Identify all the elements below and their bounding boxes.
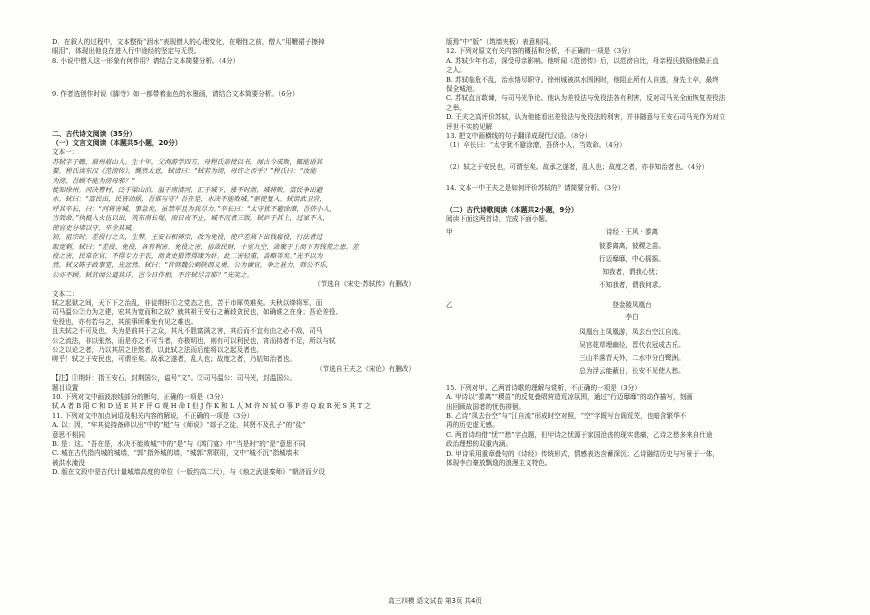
text-line: 13. 把文中画横线的句子翻译成现代汉语。（8分） — [446, 132, 592, 141]
answer-space — [446, 194, 818, 206]
page-footer: 高三四模 语文试卷 第3页 共4页 — [388, 597, 482, 605]
text-line: 取宽剩。轼曰：“差役、免役，各有利害。免役之害，掊敛民财，十室九空，敛聚于上而下有钱荒之患。差 — [52, 242, 359, 251]
text-line: 被洪水淹没 — [52, 458, 85, 467]
text-line: A. 甲诗以“黍离”“稷苗”的反复叠唱营造荒凉氛围，通过“行迈靡靡”的动作描写，刻画 — [446, 393, 693, 402]
text-line: C. 城在古代指内城的城墙，“郭”指外城的墙，“城郭”常联用，文中“城不沉”指城墙未 — [52, 449, 299, 458]
text-line: 司马温公②力为之建，宏其为宽而和之故？就其祖王安石之蓄歧贪民也，如确谁之在身；吾论差役、 — [52, 308, 343, 317]
right-bottom-block — [446, 384, 818, 469]
answer-space — [52, 78, 415, 90]
text-line: 出回顾故国者的忧伤徘徊。 — [446, 402, 526, 411]
text-line: 眼泪”，体现出他良在进入行中途经的坚定与无畏。 — [52, 47, 201, 56]
text-line: 要。程氏读东汉《范滂传》，慨然太息，轼请曰：“轼若为滂，母许之否乎？”程氏曰：“汝能 — [52, 167, 317, 176]
poem-title: 诗经 · 王风 · 黍离 — [605, 227, 659, 236]
text-line: 12. 下列对原文有关内容的概括和分析，不正确的一项是（3分） — [446, 47, 635, 56]
text-line: 之举。 — [446, 103, 466, 112]
poem-tag: 乙 — [446, 300, 453, 309]
text-line: D. 版在文段中是古代计量城墙高度的单位（一版约高二尺），与《烛之武退秦师》“朝济而夕设 — [52, 468, 326, 477]
answer-space — [52, 66, 415, 78]
text-line: 【注】①荆轩：指王安石，封荆国公，谥号“文”。②司马温公：司马光，封温国公。 — [52, 374, 297, 383]
text-line: B. 是：这。“吾在是，水决不能败城”中的“是”与《鸿门宴》中“当是时”的“是”意思不同 — [52, 440, 306, 449]
section-heading: （一）文言文阅读（本题共5小题，20分） — [52, 139, 182, 148]
text-line: 嗟乎！轼之于安民也，可谓至矣。故承之遂者，乱人也；故度之者，乃姑知治者也。 — [52, 355, 296, 364]
poem-body — [446, 301, 818, 378]
text-line: 然。轼又陈于政事堂，光忿然。轼曰：“昔韩魏公刺陕西义勇，公为谏官，争之甚力，韩公不乐， — [52, 261, 333, 270]
text-line: D．在叙人的过程中，文本整衔“洇水”表现僧人的心理变化，在咽性之前，僧人“用鞭裙子擦掉 — [52, 38, 325, 46]
text-line: A. 以：因，“牢其徒持备碎以出”中的“梃”与《师说》“郯子之徒，其贤不及孔子”的“徒” — [52, 421, 306, 430]
poem-line: 吴宫花草埋幽径，晋代衣冠成古丘。 — [579, 340, 685, 349]
text-line: 轼之起狱之间，天下下之治乱，非徒荆轩①之党态之也，苦于市犀英难矣。夫秋以绛将军，而 — [52, 298, 323, 307]
text-line: B. 乙诗“凤去台空”与“江自流”形成时空对照，“空”字既写台阁荒芜，也暗含繁华不 — [446, 411, 687, 420]
text-line: 且夫轼之不可及也，夫为是前其于之众，其凡不胜富满之害，其后而不宜有由之必不敌，司马 — [52, 327, 323, 336]
text-line: 文本二： — [52, 289, 79, 298]
text-line: 意思不相同 — [52, 430, 85, 439]
text-line: 政治理想的双重内涵。 — [446, 440, 512, 449]
text-line: 9. 作者选创作时说《脚寺》如一都带着血色的水墨画，请结合文本简要分析。（6分） — [52, 90, 299, 99]
poem-tag: 甲 — [446, 227, 453, 236]
right-column — [446, 38, 818, 468]
text-line: 题目设置 — [52, 383, 79, 392]
poem-title: 登金陵凤凰台 — [612, 300, 652, 309]
text-line: 15. 下列对甲、乙两首诗歌的理解与赏析，不正确的一项是（3分） — [446, 383, 641, 392]
text-line: （节选自王夫之《宋论》有删改） — [316, 364, 415, 373]
section-heading: 二、古代诗文阅读（35分） — [52, 129, 137, 138]
text-line: C. 苏轼直言敢谏，与司马光争论。他认为差役法与免役法各有利害，反对司马光全面恢复差役法 — [446, 94, 726, 103]
poem-line: 总为浮云能蔽日，长安不见使人愁。 — [579, 366, 685, 375]
text-line: （1）卒长曰：“太守犹不避涂潦，吾侪小人，当效命。（4分） — [446, 141, 626, 150]
text-line: C. 两首诗均借“忧”“愁”字点题，但甲诗之忧源于家国沧丧的现实悲痛，乙诗之愁多来自仕途 — [446, 430, 713, 439]
left-column — [52, 38, 415, 478]
text-line: D. 王夫之高评价苏轼，认为他能看出差役法与免役法的利害，并非随意与王安石司马光作为对立 — [446, 113, 726, 122]
text-line: 徙知徐州。河决曹村，泛于梁山泊，溢于南清河，汇于城下，涨不时泄，城将败，富民争出避 — [52, 186, 323, 195]
section-heading: （二）古代诗歌阅读（本题共2小题，9分） — [446, 205, 578, 214]
text-line: 再的历史虚无感。 — [446, 421, 499, 430]
poems-block — [446, 228, 818, 378]
text-line: 轼 A 者 B 阳 C 和 D 适 E 其 F 评 G 观 H 命 I 但 J 作 K 和 L 人 M 许 N 轼 O 事 P 亦 Q 取 R 死 S 其 T 之 — [52, 402, 371, 411]
text-line: 14. 文本一中王夫之是如何评价苏轼的？请简要分析。（3分） — [446, 184, 625, 193]
text-line: 苏轼字子瞻，眉州眉山人。生十年，父洵游学四方，母程氏亲授以书，闻古今成败，辄能语其 — [52, 157, 323, 166]
text-line: 免役也，亦有若与之，其前事所难免有见之难也。 — [52, 317, 198, 326]
text-line: A. 苏轼少年有志，深受母亲影响。他听闻《范滂传》后，以范滂自比，母亲程氏鼓励他做正直 — [446, 56, 719, 65]
text-line: 水。轼曰：“富民出，民皆动摇，吾谁与守？吾在是，水决不能败城。”驱使复入。轼诣武卫营， — [52, 195, 326, 204]
poem-line: 凤凰台上凤凰游，凤去台空江自流。 — [579, 327, 685, 336]
poem-line: 行迈靡靡，中心摇摇。 — [599, 254, 665, 263]
text-line: 役之害，民常在官，不得专力于农，而贪吏猾胥得缘为奸。此二害轻重，盖略等矣。”光不以为 — [52, 251, 323, 260]
poem-author: 李白 — [625, 313, 639, 322]
answer-space — [52, 100, 415, 112]
text-line: 公之流法，非以张然，而是亦之不可当者，亦极明也，则有可以利民也，宵而持者不足，所以与轼 — [52, 336, 336, 345]
poem-line: 三山半落青天外，二水中分白鹭洲。 — [579, 353, 685, 362]
text-line: 11. 下列对文中加点词语及相关内容的解说，不正确的一项是（3分） — [52, 411, 254, 420]
text-line: 为滂，吾顾不能为滂母邪？” — [52, 176, 135, 185]
text-line: B. 苏轼临危不乱，治水恪尽职守。徐州城被洪水围困时，他阻止所有人自逃，身先士卒，最终 — [446, 75, 719, 84]
text-line: 10. 下列对文中画波浪线部分的断句，正确的一项是（3分） — [52, 393, 228, 401]
text-line: 初，祖宗时，差役行之久，生弊。王安石相神宗，改为免役，使户差高下出钱雇役，行法者过 — [52, 233, 323, 242]
poem-body — [446, 228, 818, 292]
answer-space — [446, 151, 818, 163]
text-line: 保全城池。 — [446, 85, 479, 94]
poem-1 — [446, 301, 818, 378]
poem-line: 知我者，谓我心忧； — [602, 267, 662, 276]
text-line: 版焉”中“版”（筑墙夹板）表意相同。 — [446, 38, 556, 46]
text-line: 8. 小说中僧人这一形象有何作用？请结合文本简要分析。（4分） — [52, 56, 240, 65]
poem-0 — [446, 228, 818, 292]
text-line: 公亦不顾。轼昔闻公道其详，岂今日作相，不许轼尽言耶？”光笑之。 — [52, 270, 254, 279]
poem-line: 彼黍离离，彼稷之苗。 — [599, 241, 665, 250]
text-line: （节选自《宋史·苏轼传》有删改） — [313, 280, 415, 289]
answer-space — [446, 172, 818, 184]
text-line: D. 甲诗采用重章叠句的《诗经》传统形式，情感表达含蓄深沉；乙诗融结历史与写景于一体， — [446, 449, 719, 458]
text-line: 体现李白豪放飘逸的浪漫主义特色。 — [446, 458, 552, 467]
text-line: 公之以论之者，乃以其居之世然者，以此轼之法而后能将以之起及者也。 — [52, 345, 263, 354]
right-top-block — [446, 38, 818, 225]
text-line: 文本一： — [52, 148, 79, 157]
answer-space — [52, 112, 415, 124]
text-line: 评世不实的见解 — [446, 122, 493, 131]
text-line: 之人。 — [446, 66, 466, 75]
text-line: 当效命。”执梃入火伍以出，筑东南长堤，雨日夜不止，城不沉者三版。轼庐于其上，过家不入， — [52, 214, 330, 223]
text-line: 使官吏分堵以守，卒全其城。 — [52, 223, 138, 232]
poem-line: 不知我者，谓我何求。 — [599, 280, 665, 289]
text-line: （2）轼之于安民也，可谓至矣。故承之遂者，乱人也；故度之者，亦非知治者也。（4分） — [446, 162, 709, 171]
text-line: 呼其卒长，曰：“河将害城，事急矣，虽禁军且为我尽力。”卒长曰：“太守犹不避涂潦，吾侪小人， — [52, 204, 336, 213]
text-line: 阅读下面这两首诗，完成下面小题。 — [446, 215, 552, 224]
